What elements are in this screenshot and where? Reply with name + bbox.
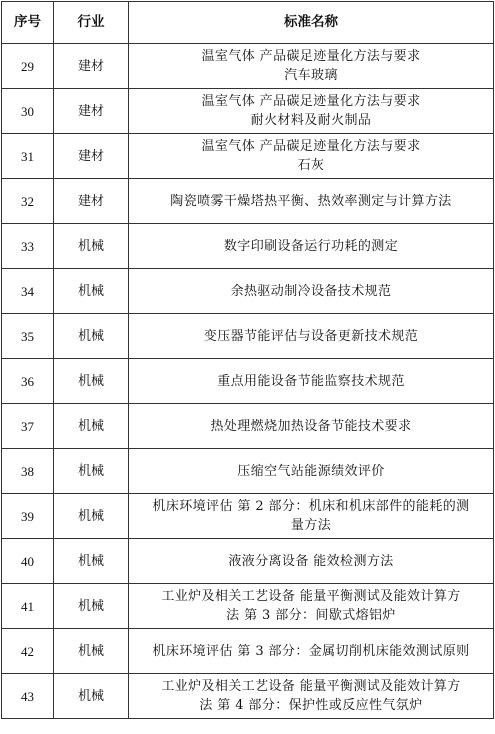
standard-name-line: 压缩空气站能源绩效评价 <box>237 463 385 479</box>
header-serial-number: 序号 <box>2 2 54 44</box>
table-row <box>2 179 494 224</box>
serial-number-cell: 31 <box>2 134 54 179</box>
serial-number-cell: 37 <box>2 404 54 449</box>
standard-name-line: 陶瓷喷雾干燥塔热平衡、热效率测定与计算方法 <box>170 193 452 209</box>
standard-name-line: 机床环境评估 第 2 部分：机床和机床部件的能耗的测 <box>152 499 470 514</box>
table-row <box>2 404 494 449</box>
table-row <box>2 584 494 629</box>
table-body <box>2 44 494 719</box>
standard-name-cell <box>129 269 494 314</box>
table-row <box>2 224 494 269</box>
header-row <box>2 2 494 44</box>
standard-name-line: 温室气体 产品碳足迹量化方法与要求 <box>201 94 421 109</box>
industry-cell: 机械 <box>54 314 129 359</box>
standard-name-line: 汽车玻璃 <box>284 68 338 83</box>
serial-number-cell: 33 <box>2 224 54 269</box>
industry-cell: 机械 <box>54 269 129 314</box>
standard-name-cell <box>129 449 494 494</box>
industry-cell: 建材 <box>54 44 129 89</box>
industry-cell: 建材 <box>54 134 129 179</box>
standard-name-cell <box>129 179 494 224</box>
industry-cell: 机械 <box>54 224 129 269</box>
standard-name-line: 液液分离设备 能效检测方法 <box>228 553 394 569</box>
standard-name-line: 量方法 <box>290 518 332 533</box>
industry-cell: 机械 <box>54 359 129 404</box>
table-row <box>2 44 494 89</box>
standard-name-line: 机床环境评估 第 3 部分：金属切削机床能效测试原则 <box>152 643 470 659</box>
serial-number-cell: 43 <box>2 674 54 719</box>
standard-name-cell <box>129 629 494 674</box>
table-row <box>2 539 494 584</box>
serial-number-cell: 30 <box>2 89 54 134</box>
serial-number-cell: 34 <box>2 269 54 314</box>
table-row <box>2 629 494 674</box>
industry-cell: 机械 <box>54 584 129 629</box>
standard-name-cell <box>129 44 494 89</box>
standard-name-cell <box>129 584 494 629</box>
table-row <box>2 134 494 179</box>
table-row <box>2 674 494 719</box>
standard-name-line: 耐火材料及耐火制品 <box>250 113 372 128</box>
serial-number-cell: 42 <box>2 629 54 674</box>
standard-name-cell <box>129 539 494 584</box>
serial-number-cell: 32 <box>2 179 54 224</box>
standard-name-cell <box>129 494 494 539</box>
table-row <box>2 89 494 134</box>
industry-cell: 建材 <box>54 89 129 134</box>
table-row <box>2 449 494 494</box>
header-industry: 行业 <box>54 2 129 44</box>
standard-name-line: 温室气体 产品碳足迹量化方法与要求 <box>201 139 421 154</box>
serial-number-cell: 36 <box>2 359 54 404</box>
serial-number-cell: 40 <box>2 539 54 584</box>
standard-name-line: 重点用能设备节能监察技术规范 <box>217 373 405 389</box>
table-row <box>2 269 494 314</box>
standard-name-cell <box>129 674 494 719</box>
serial-number-cell: 39 <box>2 494 54 539</box>
standard-name-line: 法 第 4 部分：保护性或反应性气氛炉 <box>199 698 423 713</box>
standard-name-line: 法 第 3 部分：间歇式熔铝炉 <box>226 608 396 623</box>
industry-cell: 机械 <box>54 539 129 584</box>
standard-name-line: 温室气体 产品碳足迹量化方法与要求 <box>201 49 421 64</box>
industry-cell: 建材 <box>54 179 129 224</box>
standard-name-line: 热处理燃烧加热设备节能技术要求 <box>210 418 412 434</box>
industry-cell: 机械 <box>54 674 129 719</box>
table-row <box>2 359 494 404</box>
serial-number-cell: 35 <box>2 314 54 359</box>
serial-number-cell: 41 <box>2 584 54 629</box>
standard-name-cell <box>129 314 494 359</box>
header-standard-name: 标准名称 <box>129 2 494 44</box>
standard-name-line: 工业炉及相关工艺设备 能量平衡测试及能效计算方 <box>161 589 461 604</box>
standard-name-cell <box>129 359 494 404</box>
standard-name-line: 数字印刷设备运行功耗的测定 <box>223 238 399 254</box>
standard-name-line: 石灰 <box>297 158 325 173</box>
standard-name-line: 变压器节能评估与设备更新技术规范 <box>203 328 419 344</box>
industry-cell: 机械 <box>54 449 129 494</box>
table-row <box>2 494 494 539</box>
serial-number-cell: 29 <box>2 44 54 89</box>
industry-cell: 机械 <box>54 404 129 449</box>
industry-cell: 机械 <box>54 494 129 539</box>
standard-name-cell <box>129 404 494 449</box>
standard-name-cell <box>129 89 494 134</box>
table-header <box>2 2 494 44</box>
table-row <box>2 314 494 359</box>
standard-name-line: 工业炉及相关工艺设备 能量平衡测试及能效计算方 <box>161 679 461 694</box>
standard-name-line: 余热驱动制冷设备技术规范 <box>230 283 392 299</box>
standard-name-cell <box>129 224 494 269</box>
standards-table <box>1 1 494 719</box>
serial-number-cell: 38 <box>2 449 54 494</box>
industry-cell: 机械 <box>54 629 129 674</box>
standard-name-cell <box>129 134 494 179</box>
